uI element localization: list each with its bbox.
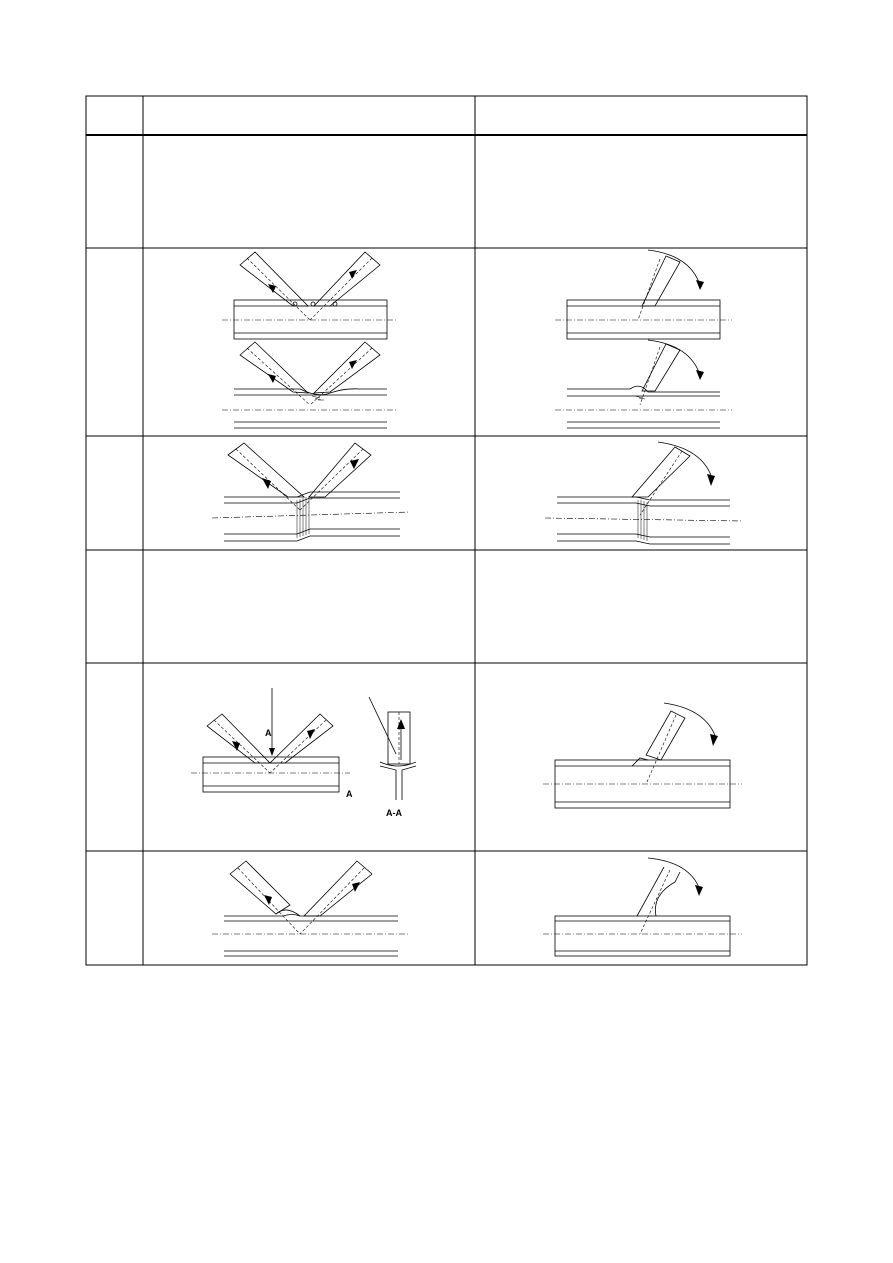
section-a-a-figure bbox=[369, 697, 416, 818]
t-joint-punching-figure bbox=[555, 250, 732, 339]
section-marker-label-right: A bbox=[346, 789, 353, 799]
section-marker-label-top: A bbox=[265, 728, 272, 738]
t-joint-brace-failure-figure bbox=[543, 703, 742, 808]
k-joint-punching-shear-figure bbox=[222, 252, 398, 339]
section-view-label: A-A bbox=[386, 808, 402, 818]
t-joint-chord-wall-failure-figure bbox=[543, 858, 742, 956]
t-joint-plastification-figure bbox=[555, 340, 732, 428]
k-joint-chord-wall-failure-figure bbox=[212, 861, 410, 956]
t-joint-chord-shear-figure bbox=[545, 442, 742, 544]
k-joint-chord-shear-figure bbox=[212, 443, 410, 541]
k-joint-chord-plastification-figure bbox=[222, 342, 398, 428]
table-grid bbox=[86, 96, 807, 965]
k-joint-brace-failure-figure bbox=[191, 688, 353, 799]
